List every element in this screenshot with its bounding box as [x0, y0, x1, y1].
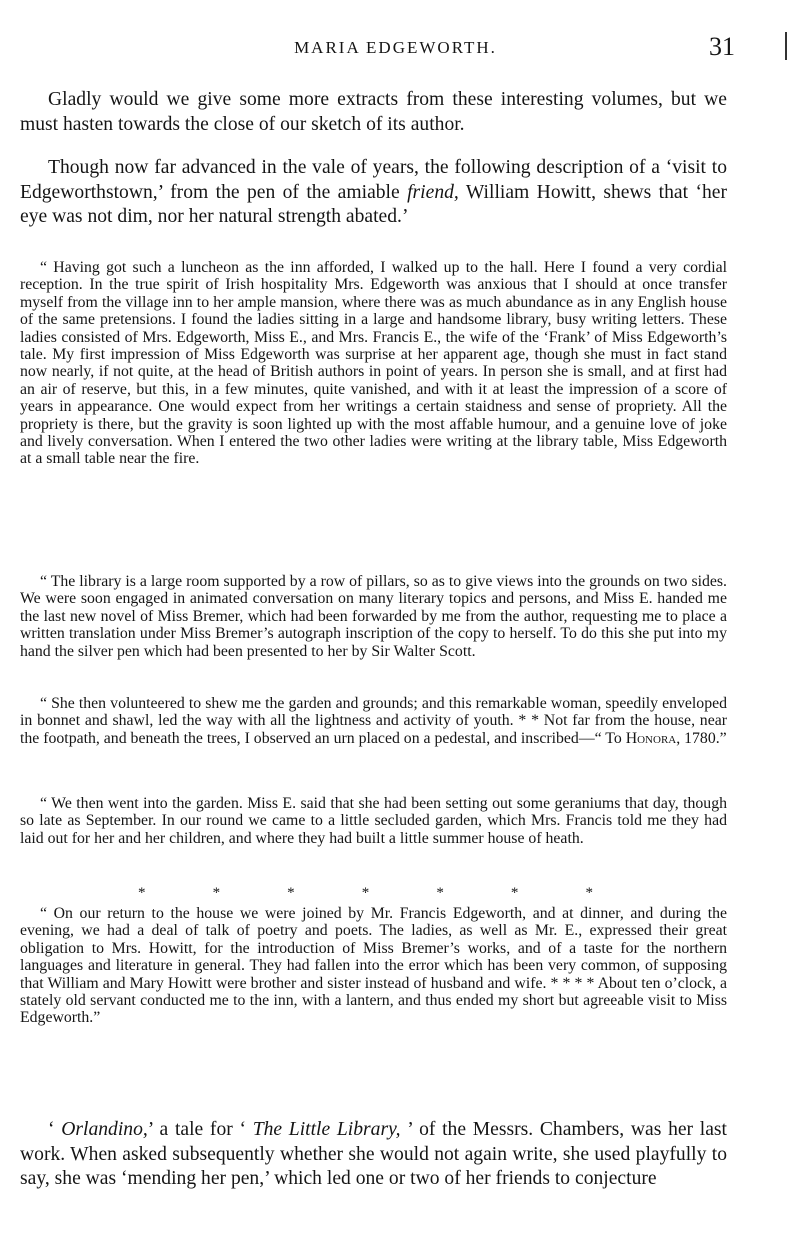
italic-word: friend,	[407, 181, 459, 203]
text-run: ’ a tale for ‘	[147, 1119, 253, 1140]
asterisk: *	[436, 885, 444, 901]
page-number: 31	[709, 32, 735, 61]
text-run: ‘	[48, 1119, 62, 1140]
text-run: , 1780.”	[676, 729, 727, 747]
paragraph-3	[0, 1118, 791, 1192]
running-title: MARIA EDGEWORTH.	[294, 38, 497, 57]
asterisk: *	[510, 885, 519, 901]
page-edge-rule	[785, 32, 787, 60]
paragraph-1	[0, 88, 791, 137]
text-run: ’ of the Messrs. Chambers, was her last work. When asked subsequently whether she would not again write, she used playfully to say, she was ‘mending her pen,’ which led one or two of her friends to conjecture	[20, 1119, 727, 1190]
italic-title: The Little Library,	[252, 1119, 401, 1140]
asterism-stars	[138, 885, 593, 902]
paragraph-2	[0, 156, 791, 230]
text-run: Though now far advanced in the vale of years, the following description of a ‘visit to Edgeworthstown,’ from the pen of the amiable	[20, 157, 727, 203]
quote-text	[0, 695, 791, 747]
quote-paragraph-3	[0, 695, 791, 747]
quote-paragraph-5	[0, 905, 791, 1027]
quote-paragraph-2	[0, 573, 791, 660]
quote-paragraph-1	[0, 259, 791, 468]
quote-text: “ Having got such a luncheon as the inn afforded, I walked up to the hall. Here I found a very cordial reception. In the true spirit of Irish hospitality Mrs. Edgeworth was anxious that I should at once transfer myself from the village inn to her ample mansion, where there was as much abundance as in any English house of the same pretensions. I found the ladies sitting in a large and handsome library, busy writing letters. These ladies consisted of Mrs. Edgeworth, Miss E., and Mrs. Francis E., the wife of the ‘Frank’ of Miss Edgeworth’s tale. My first impression of Miss Edgeworth was surprise at her apparent age, though she must in fact stand now nearly, if not quite, at the head of British authors in point of years. In person she is small, and at first had an air of reserve, but this, in a few minutes, quite vanished, and with it at least the impression of a score of years in appearance. One would expect from her writings a certain staidness and sense of propriety. All the propriety is there, but the gravity is soon lighted up with the most affable humour, and a genuine love of joke and lively conversation. When I entered the two other ladies were writing at the library table, Miss Edgeworth at a small table near the fire.	[20, 259, 727, 468]
paragraph-text	[0, 1118, 791, 1192]
text-run: William Howitt, shews that ‘her eye was not dim, nor her natural strength abated.’	[20, 181, 727, 228]
paragraph-text	[0, 156, 791, 230]
asterism	[0, 885, 791, 902]
quote-text: “ We then went into the garden. Miss E. said that she had been setting out some geraniums that day, though so late as September. In our round we came to a little secluded garden, which Mrs. Francis told me they had laid out for her and her children, and where they had built a little summer house of heath.	[20, 795, 727, 847]
asterisk: *	[361, 885, 370, 901]
quote-text: “ On our return to the house we were joined by Mr. Francis Edgeworth, and at dinner, and during the evening, we had a deal of talk of poetry and poets. The ladies, as well as Mr. E., expressed their great obligation to Mrs. Howitt, for the introduction of Miss Bremer’s works, and of a taste for the northern languages and literature in general. They had fallen into the error which has been very common, of supposing that William and Mary Howitt were brother and sister instead of husband and wife. * * * * About ten o’clock, a stately old servant conducted me to the inn, with a lantern, and thus ended my short but agreeable visit to Miss Edgeworth.”	[20, 905, 727, 1027]
asterisk: *	[287, 885, 295, 901]
paragraph-text: Gladly would we give some more extracts from these interesting volumes, but we must hasten towards the close of our sketch of its author.	[20, 89, 727, 135]
quote-text: “ The library is a large room supported by a row of pillars, so as to give views into the grounds on two sides. We were soon engaged in animated conversation on many literary topics and persons, and Miss E. handed me the last new novel of Miss Bremer, which had been forwarded by me from the author, requesting me to place a written translation under Miss Bremer’s autograph inscription of the copy to herself. To do this she put into my hand the silver pen which had been presented to her by Sir Walter Scott.	[20, 573, 727, 660]
asterisk: *	[585, 885, 593, 901]
text-run: “ She then volunteered to shew me the garden and grounds; and this remarkable woman, speedily enveloped in bonnet and shawl, led the way with all the lightness and activity of youth. * * Not far from the house, near the footpath, and beneath the trees, I observed an urn placed on a pedestal, and inscribed—“ To	[20, 695, 727, 747]
asterisk: *	[138, 885, 146, 901]
small-caps-name: Honora	[625, 729, 677, 747]
asterisk: *	[212, 885, 221, 901]
quote-paragraph-4	[0, 795, 791, 847]
italic-title: Orlandino,	[61, 1119, 148, 1140]
running-head	[0, 32, 791, 66]
